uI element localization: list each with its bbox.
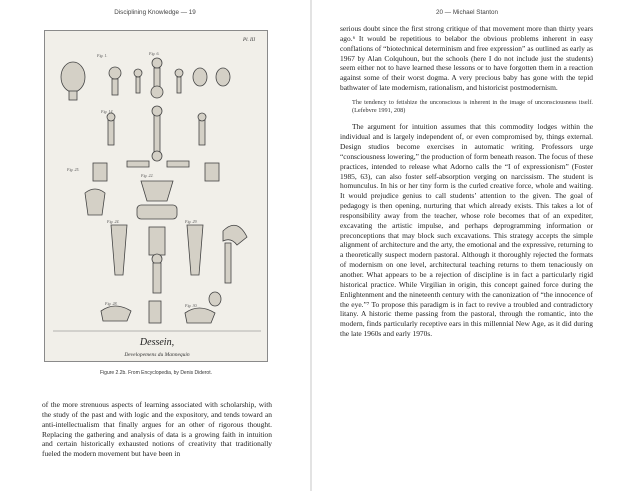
plate-title: Dessein, xyxy=(139,337,175,348)
block-quote: The tendency to fetishize the unconscious is inherent in the image of unconsciousness itself. (Lefebvre 1991, 208) xyxy=(352,98,593,115)
svg-text:Fig. 29.: Fig. 29. xyxy=(185,219,198,224)
left-body-text: of the more strenuous aspects of learning associated with scholarship, with the study of the past and with logic and the expository, and tends toward an anti-intellectualism that finally argues for an other of rigorous thought. Replacing the gathering and analysis of data is a growing faith in intuition and certain historically exhausted notions of creativity that traditionally fueled the modern movement but have been in xyxy=(42,400,272,459)
figure-caption: Figure 2.2b. From Encyclopedia, by Denis Diderot. xyxy=(100,370,212,376)
svg-text:Fig. 6.: Fig. 6. xyxy=(149,51,160,56)
svg-text:Fig. 25.: Fig. 25. xyxy=(67,167,80,172)
plate-subtitle: Developemens du Mannequin xyxy=(124,352,190,358)
right-page xyxy=(312,0,622,491)
mannequin-engraving-illustration xyxy=(45,31,269,363)
svg-text:Fig. 30.: Fig. 30. xyxy=(185,303,198,308)
paragraph-2: The argument for intuition assumes that this commodity lodges within the individual and is largely independent of, or even compromised by, things external. Design studios become exercises in automatic writing. Professors urge “consciousness lowering,” the production of form beneath reason. The focus of these practices, intended to release what Adorno calls the “I of expressionism” (Foster 1985, 63), can also foster self-absorption verging on narcissism. The student is homunculus. In his or her tiny form is the curled creative force, whole and waiting. It would prejudice genius to call students’ attention to the given. The goal of pedagogy is then opening, nurturing that which already exists. This takes a lot of responsibility away from the teacher, whose role becomes that of an expediter, excavating the artistic impulse, and perhaps deprogramming information or preconceptions that may block such excavations. This strategy accepts the simple alignment of architecture and the arty, the emotional and the expressive, returning to a theoretically suspect modern pastoral. Although it thoroughly rejected the formats of modernism on one level, architectural teaching returns to them tenaciously on another. What appears to be a rejection of discipline is in fact a particularly rigid historical practice. While Virgilian in origin, this concept gained force during the Enlightenment and the nineteenth century with the canonization of “the innocence of the eye.”⁷ To propose this paradigm is in fact to revive a troubled and contradictory litany. A historic theme passing from the pastoral, through the romantic, into the modern, finds particularly receptive ears in this millennial New Age, as it did during the late 1960s and early 1970s. xyxy=(340,122,593,339)
svg-text:Fig. 1.: Fig. 1. xyxy=(97,53,108,58)
svg-text:Fig. 24.: Fig. 24. xyxy=(107,219,120,224)
plate-number: Pl. III xyxy=(243,38,255,43)
running-head-left: Disciplining Knowledge — 19 xyxy=(114,9,196,16)
engraving-plate xyxy=(44,30,268,362)
running-head-right: 20 — Michael Stanton xyxy=(436,9,498,16)
right-body-text xyxy=(340,24,593,339)
svg-text:Fig. 22.: Fig. 22. xyxy=(141,173,154,178)
paragraph-1: serious doubt since the first strong critique of that movement more than thirty years ago.⁶ It would be repetitious to belabor the obvious problems inherent in easy conflations of “biotechnical determinism and free expression” as outlined as early as 1967 by Alan Colquhoun, but the schools (here I do not include just the students) seem either not to have learned these lessons or to have forgotten them in a reaction against some of their worst dogma. A very precious baby has gone with the tepid bathwater of late modernism, rationalism, and historicist postmodernism. xyxy=(340,24,593,93)
left-page xyxy=(0,0,310,491)
svg-text:Fig. 28.: Fig. 28. xyxy=(105,301,118,306)
svg-text:Fig. 14.: Fig. 14. xyxy=(101,109,114,114)
